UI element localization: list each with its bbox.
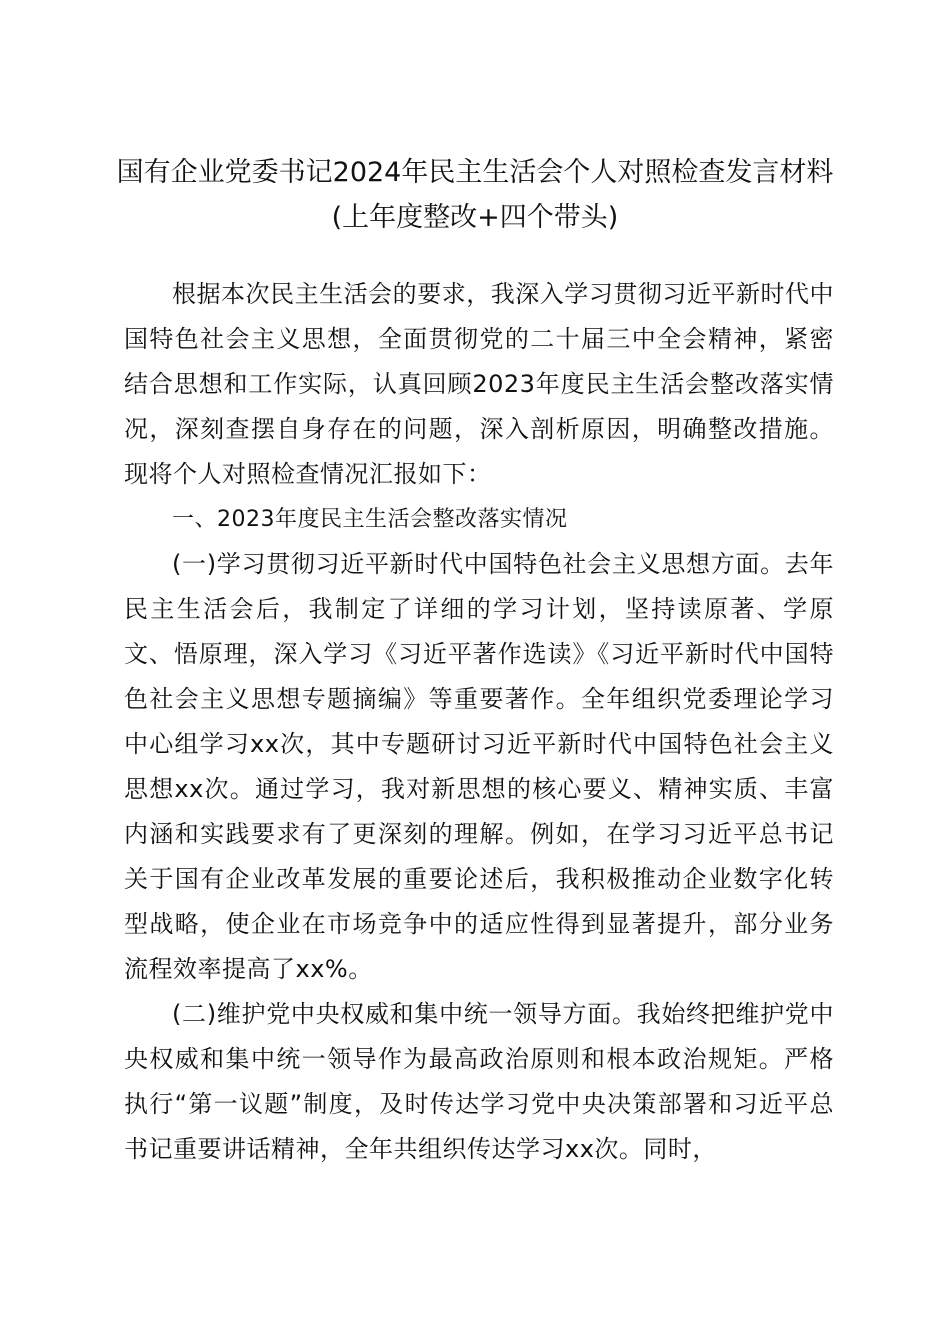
document-body: [124, 272, 834, 1172]
subsection-paragraph-2: (二)维护党中央权威和集中统一领导方面。我始终把维护党中央权威和集中统一领导作为最高政治原则和根本政治规矩。严格执行“第一议题”制度，及时传达学习党中央决策部署和习近平总书记重要讲话精神，全年共组织传达学习xx次。同时，: [124, 1000, 834, 1163]
document-title: 国有企业党委书记2024年民主生活会个人对照检查发言材料(上年度整改+四个带头): [116, 157, 834, 233]
subsection-paragraph-1: (一)学习贯彻习近平新时代中国特色社会主义思想方面。去年民主生活会后，我制定了详细的学习计划，坚持读原著、学原文、悟原理，深入学习《习近平著作选读》《习近平新时代中国特色社会主义思想专题摘编》等重要著作。全年组织党委理论学习中心组学习xx次，其中专题研讨习近平新时代中国特色社会主义思想xx次。通过学习，我对新思想的核心要义、精神实质、丰富内涵和实践要求有了更深刻的理解。例如，在学习习近平总书记关于国有企业改革发展的重要论述后，我积极推动企业数字化转型战略，使企业在市场竞争中的适应性得到显著提升，部分业务流程效率提高了xx%。: [124, 550, 834, 983]
intro-paragraph: 根据本次民主生活会的要求，我深入学习贯彻习近平新时代中国特色社会主义思想，全面贯彻党的二十届三中全会精神，紧密结合思想和工作实际，认真回顾2023年度民主生活会整改落实情况，深刻查摆自身存在的问题，深入剖析原因，明确整改措施。现将个人对照检查情况汇报如下：: [124, 280, 834, 488]
section-heading: 一、2023年度民主生活会整改落实情况: [172, 507, 568, 532]
